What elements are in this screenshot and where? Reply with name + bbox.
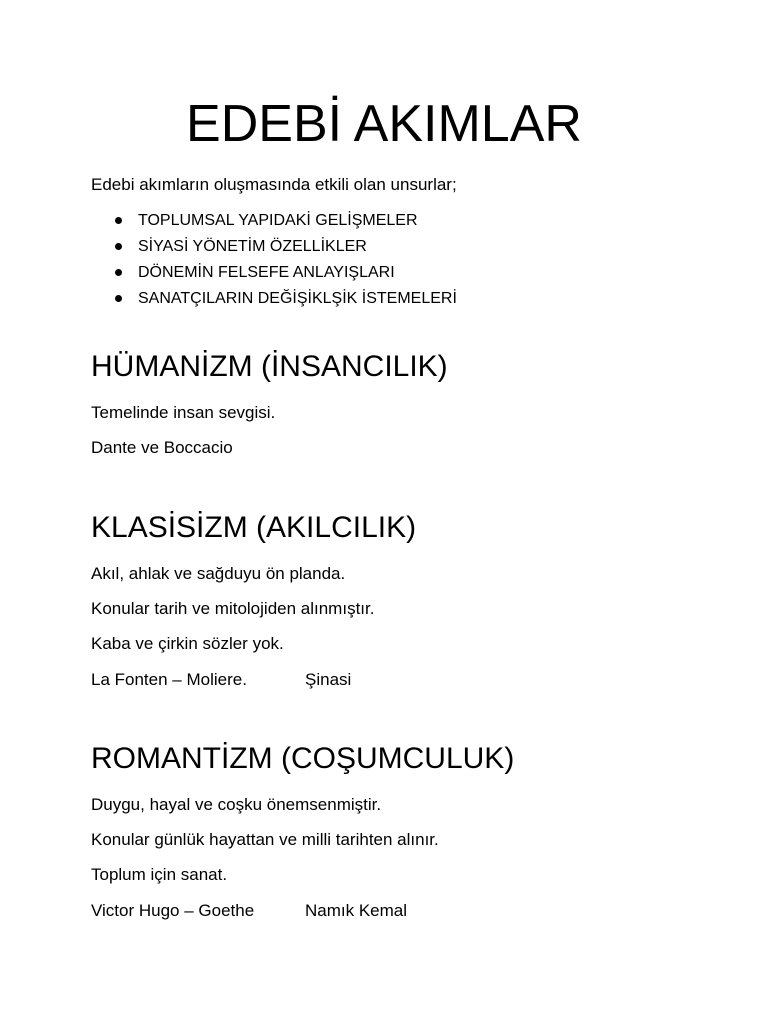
section-line: Konular tarih ve mitolojiden alınmıştır. <box>91 599 375 618</box>
bullet-icon <box>115 217 122 224</box>
list-item-text: SİYASİ YÖNETİM ÖZELLİKLER <box>138 238 367 255</box>
section-line: Temelinde insan sevgisi. <box>91 403 276 422</box>
section-line: Akıl, ahlak ve sağduyu ön planda. <box>91 564 346 583</box>
list-item <box>91 234 457 260</box>
section-heading-humanism: HÜMANİZM (İNSANCILIK) <box>91 350 448 383</box>
section-line: Duygu, hayal ve coşku önemsenmiştir. <box>91 795 382 814</box>
section-heading-romanticism: ROMANTİZM (COŞUMCULUK) <box>91 742 515 775</box>
section-authors <box>91 899 407 923</box>
bullet-icon <box>115 295 122 302</box>
authors-turkish: Namık Kemal <box>305 901 408 920</box>
section-line: Kaba ve çirkin sözler yok. <box>91 634 284 653</box>
intro-text: Edebi akımların oluşmasında etkili olan unsurlar; <box>91 175 457 194</box>
list-item-text: TOPLUMSAL YAPIDAKİ GELİŞMELER <box>138 212 418 229</box>
authors-western: La Fonten – Moliere. <box>91 670 247 689</box>
list-item-text: SANATÇILARIN DEĞİŞİKLŞİK İSTEMELERİ <box>138 290 457 307</box>
list-item <box>91 208 457 234</box>
bullet-icon <box>115 269 122 276</box>
section-heading-classicism: KLASİSİZM (AKILCILIK) <box>91 511 417 544</box>
section-line: Toplum için sanat. <box>91 865 228 884</box>
section-line: Konular günlük hayattan ve milli tarihten alınır. <box>91 830 439 849</box>
section-authors <box>91 668 351 692</box>
bullet-icon <box>115 243 122 250</box>
list-item-text: DÖNEMİN FELSEFE ANLAYIŞLARI <box>138 264 395 281</box>
authors-turkish: Şinasi <box>305 670 352 689</box>
list-item <box>91 260 457 286</box>
authors-western: Victor Hugo – Goethe <box>91 901 255 920</box>
list-item <box>91 286 457 312</box>
page-title: EDEBİ AKIMLAR <box>186 95 582 153</box>
factors-list <box>91 208 457 312</box>
section-line: Dante ve Boccacio <box>91 438 233 457</box>
